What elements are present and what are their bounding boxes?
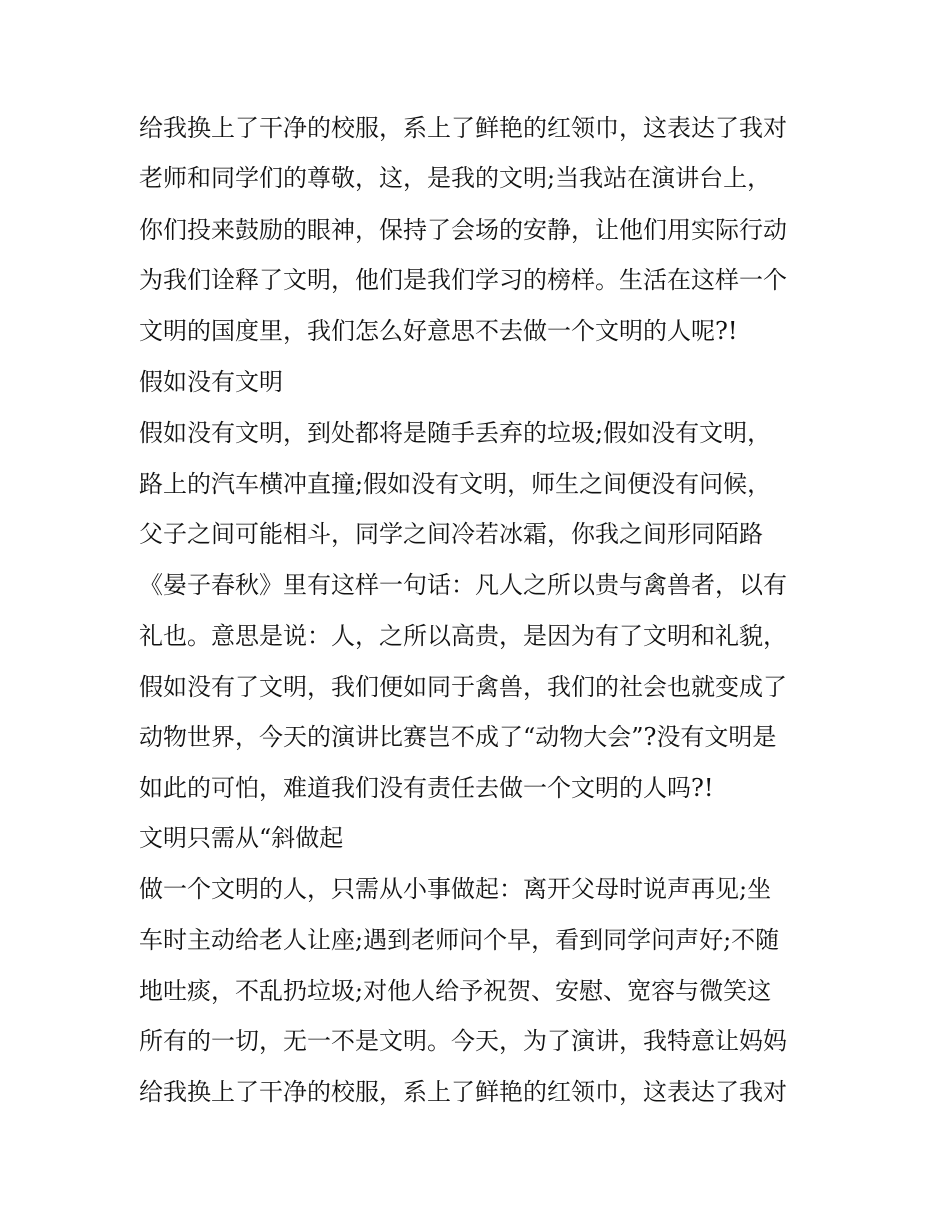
paragraph-line: 路上的汽车横冲直撞;假如没有文明，师生之间便没有问候， <box>139 470 772 498</box>
paragraph-line: 给我换上了干净的校服，系上了鲜艳的红领巾，这表达了我对 <box>139 1078 787 1106</box>
paragraph-line: 文明的国度里，我们怎么好意思不去做一个文明的人呢?! <box>139 317 738 345</box>
paragraph-line: 《晏子春秋》里有这样一句话：凡人之所以贵与禽兽者，以有 <box>139 571 787 599</box>
paragraph-line: 如此的可怕，难道我们没有责任去做一个文明的人吗?! <box>139 774 714 802</box>
paragraph-line: 做一个文明的人，只需从小事做起：离开父母时说声再见;坐 <box>139 875 772 903</box>
paragraph-line: 礼也。意思是说：人，之所以高贵，是因为有了文明和礼貌， <box>139 622 787 650</box>
paragraph-line: 为我们诠释了文明，他们是我们学习的榜样。生活在这样一个 <box>139 266 787 294</box>
paragraph-line: 所有的一切，无一不是文明。今天，为了演讲，我特意让妈妈 <box>139 1027 787 1055</box>
paragraph-line: 父子之间可能相斗，同学之间冷若冰霜，你我之间形同陌路 <box>139 520 763 548</box>
paragraph-line: 假如没有文明，到处都将是随手丢弃的垃圾;假如没有文明， <box>139 419 772 447</box>
paragraph-line: 地吐痰，不乱扔垃圾;对他人给予祝贺、安慰、宽容与微笑这 <box>139 977 772 1005</box>
paragraph-line: 老师和同学们的尊敬，这，是我的文明;当我站在演讲台上， <box>139 164 772 192</box>
section-heading: 假如没有文明 <box>139 368 283 396</box>
paragraph-line: 给我换上了干净的校服，系上了鲜艳的红领巾，这表达了我对 <box>139 114 787 142</box>
paragraph-line: 假如没有了文明，我们便如同于禽兽，我们的社会也就变成了 <box>139 673 787 701</box>
section-heading: 文明只需从“斜做起 <box>139 824 344 852</box>
paragraph-line: 动物世界，今天的演讲比赛岂不成了“动物大会”?没有文明是 <box>139 723 777 751</box>
paragraph-line: 你们投来鼓励的眼神，保持了会场的安静，让他们用实际行动 <box>139 216 787 244</box>
paragraph-line: 车时主动给老人让座;遇到老师问个早，看到同学问声好;不随 <box>139 926 780 954</box>
